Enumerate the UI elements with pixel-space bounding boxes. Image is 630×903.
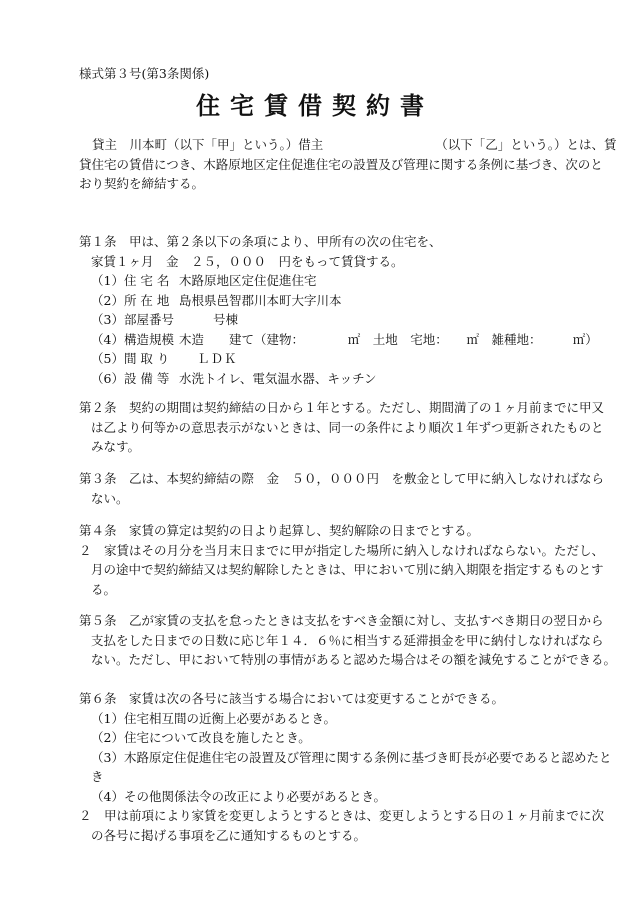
intro-line <box>79 135 617 155</box>
intro-line-part: 貸主 川本町（以下「甲」という。）借主 <box>92 137 324 152</box>
article-line: は乙より何等かの意思表示がないときは、同一の条件により順次１年ずつ更新されたものと <box>91 419 604 435</box>
property-item-label: （5）間 取 り <box>91 351 170 366</box>
article-line: ２ 甲は前項により家賃を変更しようとするときは、変更しようとする日の１ヶ月前までに次 <box>79 808 605 823</box>
article-line: 第４条 家賃の算定は契約の日より起算し、契約解除の日までとする。 <box>79 523 480 538</box>
article-item: （4）その他関係法令の改正により必要があるとき。 <box>91 788 386 804</box>
article-line: の各号に掲げる事項を乙に通知するものとする。 <box>91 827 367 843</box>
property-item <box>79 291 559 311</box>
property-item-value: ＬＤＫ <box>197 351 238 366</box>
document-title: 住宅賃借契約書 <box>196 91 434 120</box>
property-item-label: （2）所 在 地 <box>91 292 170 308</box>
property-item <box>79 330 598 350</box>
article-line: る。 <box>91 581 117 597</box>
article-line: 支払をした日までの日数に応じ年１４．６％に相当する延滞損金を甲に納付しなければなら <box>91 632 604 648</box>
intro-paragraph <box>79 135 617 194</box>
article-line: 第２条 契約の期間は契約締結の日から１年とする。ただし、期間満了の１ヶ月前までに甲又 <box>79 400 605 415</box>
intro-line-part: （以下「乙」という。）とは、賃 <box>435 137 617 152</box>
property-item-value: 木路原地区定住促進住宅 <box>179 273 317 288</box>
article-item: （1）住宅相互間の近衡上必要があるとき。 <box>91 710 336 726</box>
article-line: ない。 <box>91 490 129 506</box>
property-item-value: 水洗トイレ、電気温水器、キッチン <box>179 370 377 386</box>
article-line: 第３条 乙は、本契約締結の際 金 ５０，０００円 を敷金として甲に納入しなければなら <box>79 471 605 486</box>
article-2 <box>79 398 605 457</box>
article-5 <box>79 611 617 670</box>
article-6 <box>79 689 612 845</box>
property-item-value: 木造 建て（建物： ㎡ 土地 宅地： ㎡ 雑種地： ㎡） <box>179 331 598 347</box>
article-line: 月の途中で契約締結又は契約解除したときは、甲において別に納入期限を指定するものとす <box>91 562 604 577</box>
article-line: 第１条 甲は、第２条以下の条項により、甲所有の次の住宅を、 <box>79 234 442 249</box>
article-item: き <box>91 769 104 784</box>
property-item <box>79 310 559 330</box>
article-line: ない。ただし、甲において特別の事情があると認めた場合はその額を減免することができる。 <box>91 652 617 667</box>
article-4 <box>79 521 605 599</box>
property-item-label: （3）部屋番号 <box>91 312 174 327</box>
intro-line: 貸住宅の賃借につき、木路原地区定住促進住宅の設置及び管理に関する条例に基づき、次のと <box>79 156 603 172</box>
property-item-label: （4）構造規模 <box>91 331 174 347</box>
intro-line: おり契約を締結する。 <box>79 176 205 191</box>
article-line: 家賃１ヶ月 金 ２５，０００ 円をもって賃貸する。 <box>91 253 404 269</box>
form-number: 様式第３号(第3条関係) <box>79 66 210 81</box>
article-line: ２ 家賃はその月分を当月末日までに甲が指定した場所に納入しなければならない。ただし、 <box>79 542 605 558</box>
article-line: 第６条 家賃は次の各号に該当する場合においては変更することができる。 <box>79 691 505 706</box>
article-line: みなす。 <box>91 439 141 454</box>
article-3 <box>79 469 605 508</box>
property-item-value: 号棟 <box>213 312 239 327</box>
article-line: 第５条 乙が家賃の支払を怠ったときは支払をすべき金額に対し、支払すべき期日の翌日から <box>79 613 604 628</box>
article-item: （2）住宅について改良を施したとき。 <box>91 730 311 745</box>
property-item-label: （1）住 宅 名 <box>91 273 170 288</box>
property-item <box>79 349 559 369</box>
property-item <box>79 271 559 291</box>
article-1 <box>79 232 598 388</box>
property-item-value: 島根県邑智郡川本町大字川本 <box>179 292 342 308</box>
article-item: （3）木路原定住促進住宅の設置及び管理に関する条例に基づき町長が必要であると認めたと <box>91 749 612 765</box>
property-item <box>79 369 559 389</box>
property-item-label: （6）設 備 等 <box>91 370 170 386</box>
